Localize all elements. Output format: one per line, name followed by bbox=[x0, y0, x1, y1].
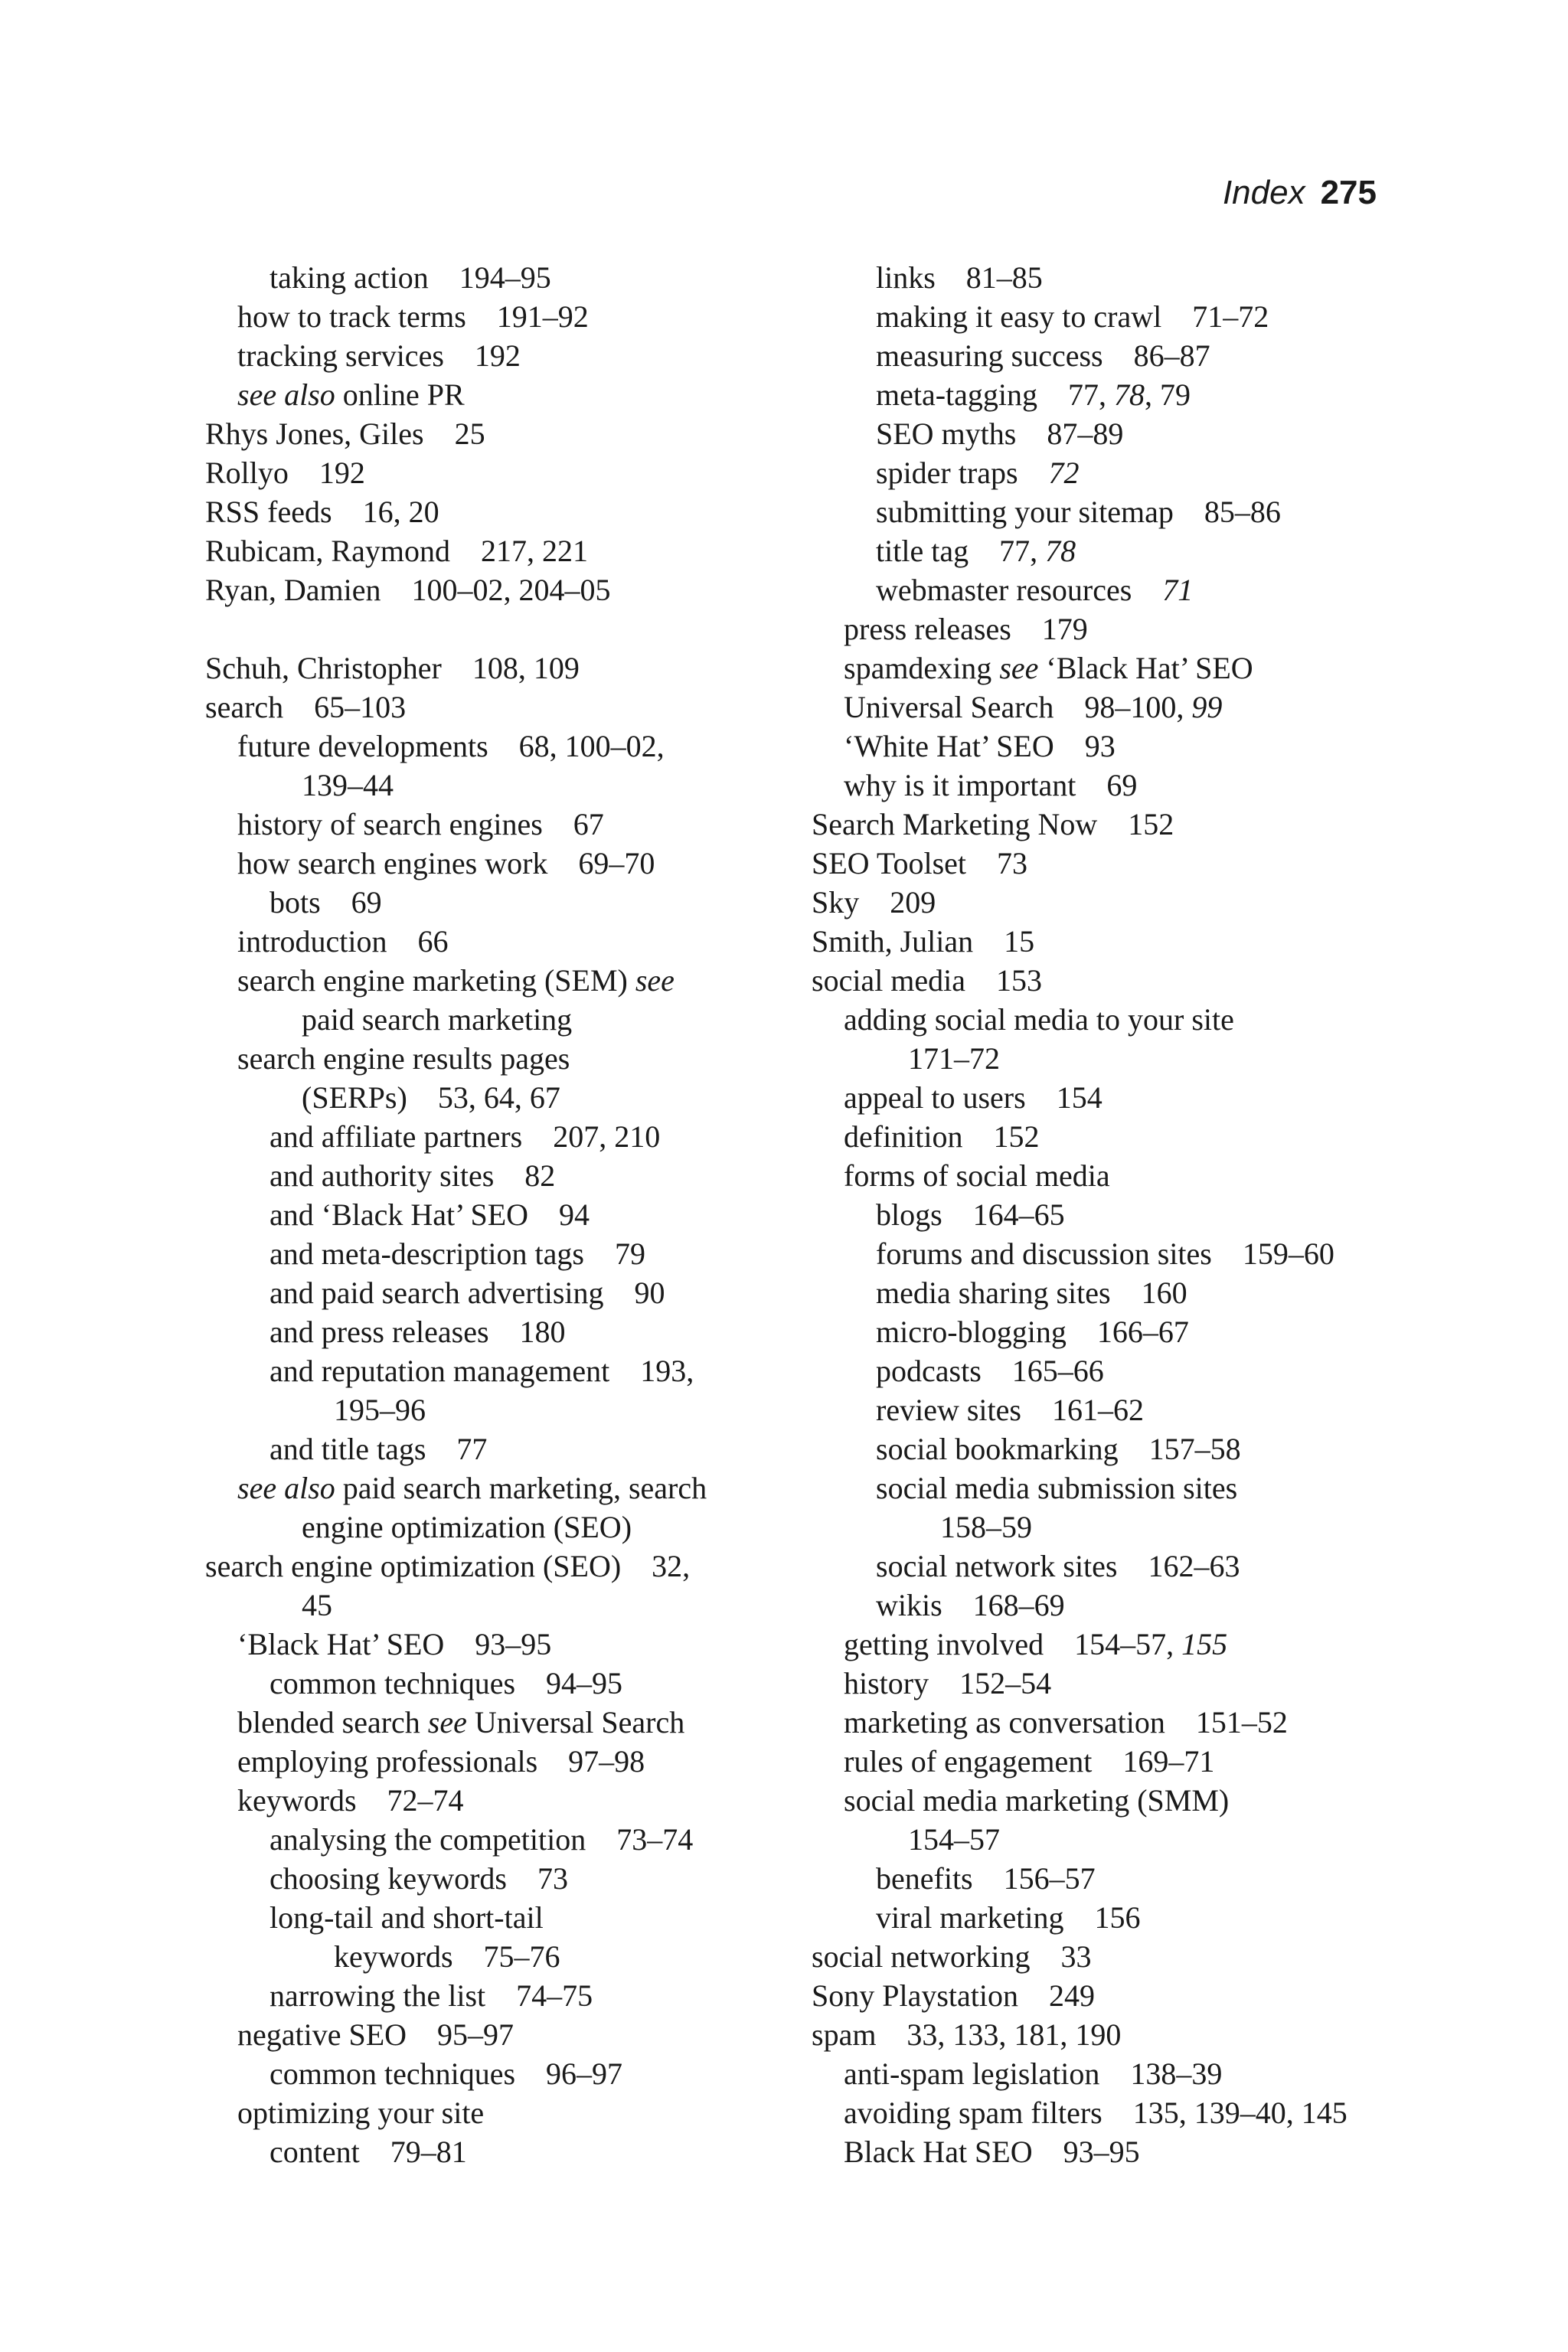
index-entry: and affiliate partners 207, 210 bbox=[270, 1119, 661, 1154]
index-entry: paid search marketing bbox=[302, 1002, 573, 1037]
index-entry: tracking services 192 bbox=[237, 338, 521, 373]
index-entry: 171–72 bbox=[908, 1041, 1000, 1076]
index-entry: micro-blogging 166–67 bbox=[876, 1315, 1189, 1349]
index-column-left bbox=[205, 258, 818, 2171]
index-spacer bbox=[205, 609, 818, 648]
index-entry: Sky 209 bbox=[812, 885, 936, 920]
index-entry: viral marketing 156 bbox=[876, 1900, 1141, 1935]
index-entry: review sites 161–62 bbox=[876, 1393, 1144, 1427]
index-entry: history 152–54 bbox=[844, 1666, 1052, 1700]
index-entry: links 81–85 bbox=[876, 260, 1043, 295]
index-entry: and paid search advertising 90 bbox=[270, 1276, 665, 1310]
index-entry: meta-tagging 77, 78, 79 bbox=[876, 377, 1191, 412]
index-entry: Ryan, Damien 100–02, 204–05 bbox=[205, 573, 611, 607]
index-entry: ‘Black Hat’ SEO 93–95 bbox=[237, 1627, 552, 1661]
index-entry: long-tail and short-tail bbox=[270, 1900, 544, 1935]
index-entry: rules of engagement 169–71 bbox=[844, 1744, 1215, 1779]
index-entry: engine optimization (SEO) bbox=[302, 1510, 632, 1544]
index-entry: Rhys Jones, Giles 25 bbox=[205, 416, 485, 451]
index-entry: getting involved 154–57, 155 bbox=[844, 1627, 1228, 1661]
index-entry: and title tags 77 bbox=[270, 1432, 488, 1466]
index-entry: Smith, Julian 15 bbox=[812, 924, 1035, 959]
index-entry: common techniques 96–97 bbox=[270, 2056, 623, 2091]
index-entry: 195–96 bbox=[334, 1393, 426, 1427]
index-entry: 139–44 bbox=[302, 768, 394, 802]
index-entry: forms of social media bbox=[844, 1158, 1110, 1193]
index-entry: see also online PR bbox=[237, 377, 465, 412]
index-entry: definition 152 bbox=[844, 1119, 1040, 1154]
index-entry: benefits 156–57 bbox=[876, 1861, 1096, 1896]
index-entry: spamdexing see ‘Black Hat’ SEO bbox=[844, 651, 1253, 685]
index-entry: media sharing sites 160 bbox=[876, 1276, 1187, 1310]
index-entry: 154–57 bbox=[908, 1822, 1000, 1857]
index-entry: analysing the competition 73–74 bbox=[270, 1822, 694, 1857]
index-entry: optimizing your site bbox=[237, 2096, 485, 2130]
index-entry: keywords 72–74 bbox=[237, 1783, 464, 1818]
index-column-right bbox=[812, 258, 1393, 2171]
index-entry: SEO myths 87–89 bbox=[876, 416, 1124, 451]
index-entry: title tag 77, 78 bbox=[876, 534, 1076, 568]
page-number: 275 bbox=[1320, 174, 1377, 211]
index-entry: and meta-description tags 79 bbox=[270, 1236, 645, 1271]
index-entry: search engine marketing (SEM) see bbox=[237, 963, 675, 998]
index-entry: marketing as conversation 151–52 bbox=[844, 1705, 1288, 1740]
index-entry: making it easy to crawl 71–72 bbox=[876, 299, 1269, 334]
index-entry: Black Hat SEO 93–95 bbox=[844, 2135, 1140, 2169]
index-entry: spider traps 72 bbox=[876, 456, 1080, 490]
index-entry: blogs 164–65 bbox=[876, 1197, 1065, 1232]
index-entry: Sony Playstation 249 bbox=[812, 1978, 1096, 2013]
index-entry: common techniques 94–95 bbox=[270, 1666, 623, 1700]
index-entry: choosing keywords 73 bbox=[270, 1861, 568, 1896]
index-entry: and reputation management 193, bbox=[270, 1354, 694, 1388]
index-entry: social bookmarking 157–58 bbox=[876, 1432, 1241, 1466]
index-entry: content 79–81 bbox=[270, 2135, 467, 2169]
index-entry: podcasts 165–66 bbox=[876, 1354, 1104, 1388]
index-entry: blended search see Universal Search bbox=[237, 1705, 685, 1740]
running-head-title: Index bbox=[1222, 174, 1305, 211]
index-entry: Rollyo 192 bbox=[205, 456, 365, 490]
index-entry: 158–59 bbox=[940, 1510, 1032, 1544]
index-entry: employing professionals 97–98 bbox=[237, 1744, 645, 1779]
index-entry: and ‘Black Hat’ SEO 94 bbox=[270, 1197, 590, 1232]
index-entry: history of search engines 67 bbox=[237, 807, 604, 841]
index-entry: 45 bbox=[302, 1588, 332, 1622]
index-entry: introduction 66 bbox=[237, 924, 449, 959]
index-entry: search engine results pages bbox=[237, 1041, 570, 1076]
index-entry: search 65–103 bbox=[205, 690, 407, 724]
index-entry: Rubicam, Raymond 217, 221 bbox=[205, 534, 588, 568]
index-entry: social network sites 162–63 bbox=[876, 1549, 1240, 1583]
index-entry: taking action 194–95 bbox=[270, 260, 551, 295]
running-head bbox=[1223, 170, 1377, 216]
index-entry: how search engines work 69–70 bbox=[237, 846, 655, 880]
index-entry: future developments 68, 100–02, bbox=[237, 729, 665, 763]
index-entry: social media 153 bbox=[812, 963, 1043, 998]
index-entry: social networking 33 bbox=[812, 1939, 1092, 1974]
index-entry: anti-spam legislation 138–39 bbox=[844, 2056, 1223, 2091]
index-entry: Schuh, Christopher 108, 109 bbox=[205, 651, 580, 685]
index-entry: adding social media to your site bbox=[844, 1002, 1234, 1037]
index-entry: wikis 168–69 bbox=[876, 1588, 1065, 1622]
index-entry: and authority sites 82 bbox=[270, 1158, 556, 1193]
index-entry: SEO Toolset 73 bbox=[812, 846, 1028, 880]
index-entry: narrowing the list 74–75 bbox=[270, 1978, 593, 2013]
index-entry: avoiding spam filters 135, 139–40, 145 bbox=[844, 2096, 1348, 2130]
index-entry: and press releases 180 bbox=[270, 1315, 566, 1349]
index-entry: ‘White Hat’ SEO 93 bbox=[844, 729, 1116, 763]
index-entry: why is it important 69 bbox=[844, 768, 1138, 802]
index-entry: (SERPs) 53, 64, 67 bbox=[302, 1080, 560, 1115]
index-entry: forums and discussion sites 159–60 bbox=[876, 1236, 1334, 1271]
index-entry: see also paid search marketing, search bbox=[237, 1471, 707, 1505]
index-entry: keywords 75–76 bbox=[334, 1939, 560, 1974]
index-entry: Search Marketing Now 152 bbox=[812, 807, 1174, 841]
index-entry: measuring success 86–87 bbox=[876, 338, 1210, 373]
index-entry: social media marketing (SMM) bbox=[844, 1783, 1230, 1818]
index-entry: Universal Search 98–100, 99 bbox=[844, 690, 1223, 724]
index-entry: negative SEO 95–97 bbox=[237, 2017, 514, 2052]
index-entry: webmaster resources 71 bbox=[876, 573, 1194, 607]
index-entry: press releases 179 bbox=[844, 612, 1088, 646]
index-entry: bots 69 bbox=[270, 885, 382, 920]
index-entry: search engine optimization (SEO) 32, bbox=[205, 1549, 691, 1583]
index-entry: how to track terms 191–92 bbox=[237, 299, 589, 334]
index-entry: submitting your sitemap 85–86 bbox=[876, 495, 1281, 529]
index-entry: appeal to users 154 bbox=[844, 1080, 1102, 1115]
index-entry: spam 33, 133, 181, 190 bbox=[812, 2017, 1122, 2052]
index-entry: RSS feeds 16, 20 bbox=[205, 495, 439, 529]
index-entry: social media submission sites bbox=[876, 1471, 1238, 1505]
